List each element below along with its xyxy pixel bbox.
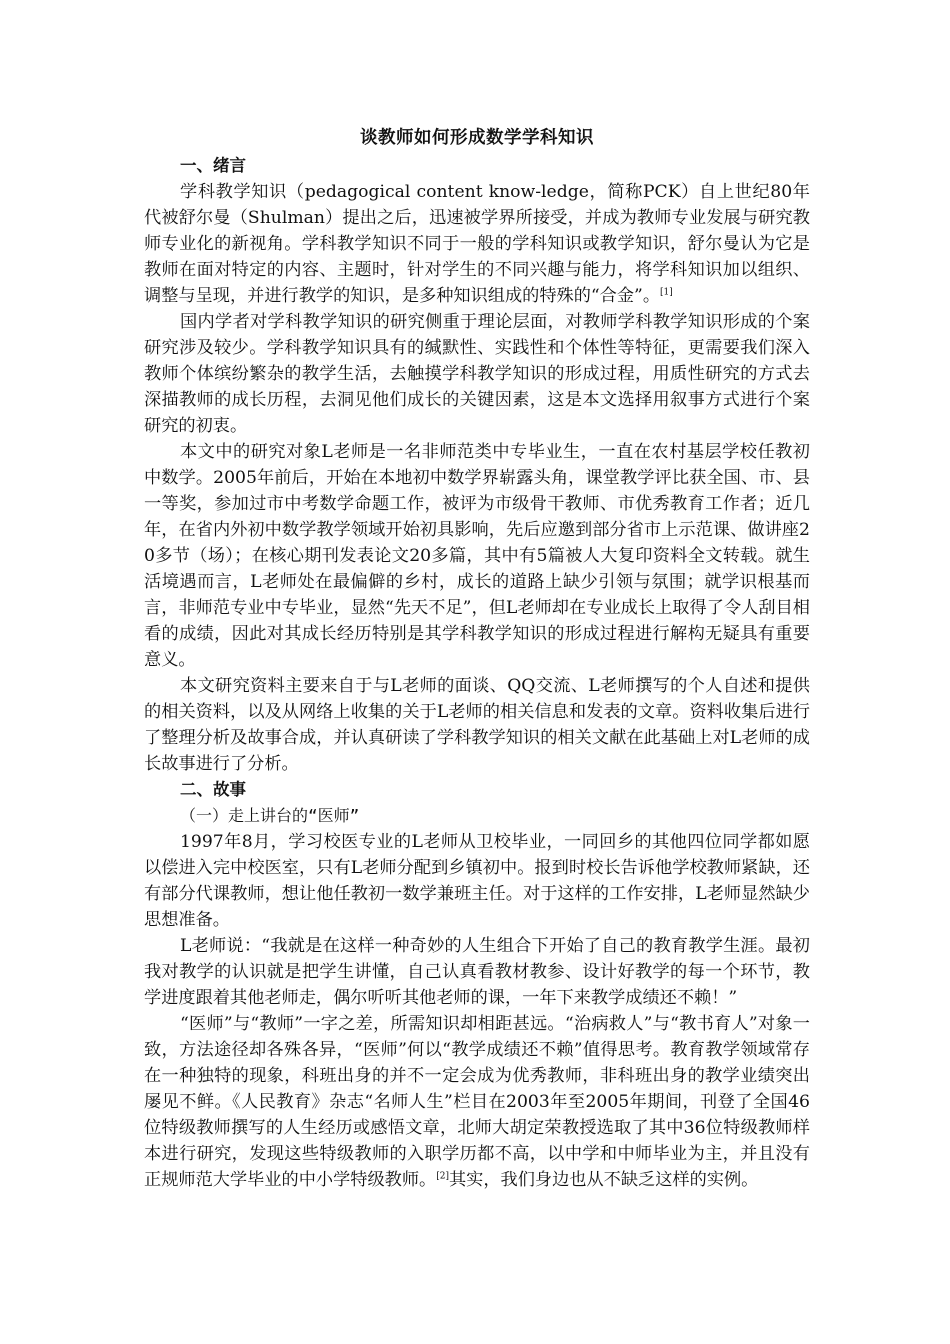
paragraph-4: 本文研究资料主要来自于与L老师的面谈、QQ交流、L老师撰写的个人自述和提供的相关资料，以及从网络上收集的关于L老师的相关信息和发表的文章。资料收集后进行了整理分析及故事合成，并认真研读了学科教学知识的相关文献在此基础上对L老师的成长故事进行了分析。 (144, 676, 810, 774)
subsection-heading-1: （一）走上讲台的“医师” (180, 806, 360, 825)
paragraph-7-tail: 其实，我们身边也从不缺乏这样的实例。 (448, 1170, 759, 1190)
paragraph-6: L老师说：“我就是在这样一种奇妙的人生组合下开始了自己的教育教学生涯。最初我对教学的认识就是把学生讲懂，自己认真看教材教参、设计好教学的每一个环节，教学进度跟着其他老师走，偶尔听听其他老师的课，一年下来教学成绩还不赖！” (144, 936, 810, 1008)
paragraph-7-text: “医师”与“教师”一字之差，所需知识却相距甚远。“治病救人”与“教书育人”对象一致，方法途径却各殊各异，“医师”何以“教学成绩还不赖”值得思考。教育教学领域常存在一种独特的现象，科班出身的并不一定会成为优秀教师，非科班出身的教学业绩突出屡见不鲜。《人民教育》杂志“名师人生”栏目在2003年至2005年期间，刊登了全国46位特级教师撰写的人生经历或感悟文章，北师大胡定荣教授选取了其中36位特级教师样本进行研究，发现这些特级教师的入职学历都不高，以中学和中师毕业为主，并且没有正规师范大学毕业的中小学特级教师。 (144, 1014, 810, 1190)
paragraph-7 (144, 1011, 810, 1193)
paragraph-2: 国内学者对学科教学知识的研究侧重于理论层面，对教师学科教学知识形成的个案研究涉及较少。学科教学知识具有的缄默性、实践性和个体性等特征，更需要我们深入教师个体缤纷繁杂的教学生活，去触摸学科教学知识的形成过程，用质性研究的方式去深描教师的成长历程，去洞见他们成长的关键因素，这是本文选择用叙事方式进行个案研究的初衷。 (144, 312, 810, 436)
article-title: 谈教师如何形成数学学科知识 (360, 128, 594, 148)
citation-2: [2] (436, 1171, 449, 1182)
paragraph-3: 本文中的研究对象L老师是一名非师范类中专毕业生，一直在农村基层学校任教初中数学。2005年前后，开始在本地初中数学界崭露头角，课堂教学评比获全国、市、县一等奖，参加过市中考数学命题工作，被评为市级骨干教师、市优秀教育工作者；近几年，在省内外初中数学教学领域开始初具影响，先后应邀到部分省市上示范课、做讲座20多节（场）；在核心期刊发表论文20多篇，其中有5篇被人大复印资料全文转载。就生活境遇而言，L老师处在最偏僻的乡村，成长的道路上缺少引领与氛围；就学识根基而言，非师范专业中专毕业，显然“先天不足”，但L老师却在专业成长上取得了令人刮目相看的成绩，因此对其成长经历特别是其学科教学知识的形成过程进行解构无疑具有重要意义。 (144, 442, 810, 670)
section-heading-introduction: 一、绪言 (180, 156, 246, 175)
article-body (144, 125, 810, 1193)
paragraph-5: 1997年8月，学习校医专业的L老师从卫校毕业，一同回乡的其他四位同学都如愿以偿进入完中校医室，只有L老师分配到乡镇初中。报到时校长告诉他学校教师紧缺，还有部分代课教师，想让他任教初一数学兼班主任。对于这样的工作安排，L老师显然缺少思想准备。 (144, 832, 810, 930)
paragraph-1 (144, 179, 810, 309)
section-heading-story: 二、故事 (180, 780, 246, 799)
paragraph-1-text: 学科教学知识（pedagogical content know-ledge，简称PCK）自上世纪80年代被舒尔曼（Shulman）提出之后，迅速被学界所接受，并成为教师专业发展与研究教师专业化的新视角。学科教学知识不同于一般的学科知识或教学知识，舒尔曼认为它是教师在面对特定的内容、主题时，针对学生的不同兴趣与能力，将学科知识加以组织、调整与呈现，并进行教学的知识，是多种知识组成的特殊的“合金”。 (144, 182, 810, 306)
citation-1: [1] (660, 287, 673, 298)
